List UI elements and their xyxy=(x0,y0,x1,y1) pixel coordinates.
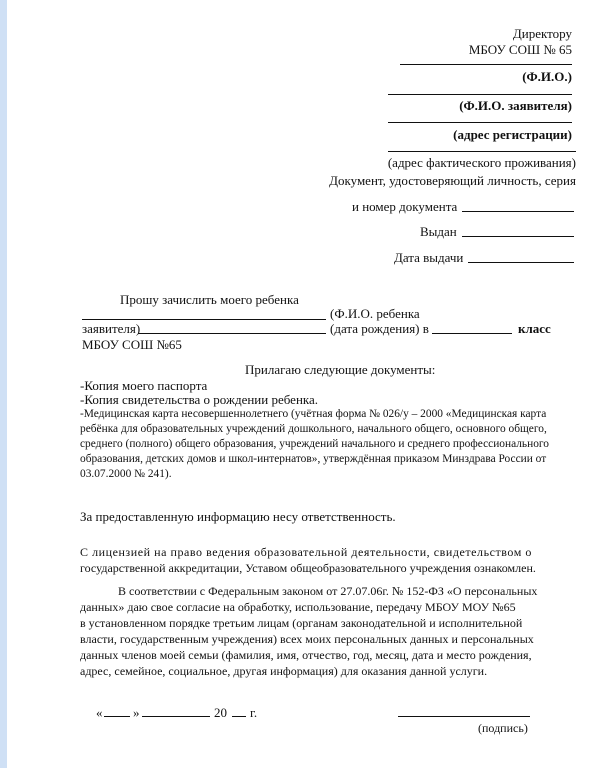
residence-line xyxy=(388,151,576,152)
issued-by-label: Выдан xyxy=(420,224,457,239)
date-quote-close: » xyxy=(133,705,140,720)
date-month-line xyxy=(142,716,210,717)
signature-caption: (подпись) xyxy=(478,721,528,735)
fio-line xyxy=(400,64,572,65)
issue-date-label: Дата выдачи xyxy=(394,250,464,265)
residence-caption: (адрес фактического проживания) xyxy=(387,155,576,170)
date-year-line xyxy=(232,716,246,717)
applicant-word: заявителя) xyxy=(82,321,141,336)
applicant-line xyxy=(388,94,572,95)
date-year-suffix: г. xyxy=(250,705,258,720)
child-fio-caption: (Ф.И.О. ребенка xyxy=(330,306,420,321)
license-line-2: государственной аккредитации, Уставом общеобразовательного учреждения ознакомлен. xyxy=(80,561,536,575)
addressee-school: МБОУ СОШ № 65 xyxy=(468,42,572,57)
registration-caption: (адрес регистрации) xyxy=(453,127,572,142)
attachment-passport: -Копия моего паспорта xyxy=(80,378,208,393)
doc-number-label: и номер документа xyxy=(352,199,458,214)
birth-date-line xyxy=(138,333,326,334)
signature-line xyxy=(398,716,530,717)
medical-line: -Медицинская карта несовершеннолетнего (учётная форма № 026/у – 2000 «Медицинская карта xyxy=(80,408,547,420)
responsibility-statement: За предоставленную информацию несу ответственность. xyxy=(80,509,396,524)
scan-edge xyxy=(0,0,7,768)
request-heading: Прошу зачислить моего ребенка xyxy=(120,292,299,307)
medical-line: среднего (полного) общего образования, учреждений начального и среднего профессионального xyxy=(80,438,549,450)
medical-line: ребёнка для образовательных учреждений дошкольного, начального общего, основного общего, xyxy=(80,423,547,435)
date-day-line xyxy=(104,716,130,717)
medical-line: 03.07.2000 № 241). xyxy=(80,468,172,480)
issued-by-line xyxy=(462,236,574,237)
id-document-label: Документ, удостоверяющий личность, серия xyxy=(329,173,576,188)
attachment-birth-certificate: -Копия свидетельства о рождении ребенка. xyxy=(80,392,319,407)
date-year-prefix: 20 xyxy=(214,705,227,720)
attachments-heading: Прилагаю следующие документы: xyxy=(245,362,436,377)
consent-line: данных» даю свое согласие на обработку, использование, передачу МБОУ МОУ №65 xyxy=(80,600,516,614)
consent-line: в установленном порядке третьим лицам (органам законодательной и исполнительной xyxy=(80,616,523,630)
doc-number-line xyxy=(462,211,574,212)
consent-line: В соответствии с Федеральным законом от 27.07.06г. № 152-ФЗ «О персональных xyxy=(118,584,538,598)
consent-line: данных членов моей семьи (фамилия, имя, отчество, год, месяц, дата и место рождения, xyxy=(80,648,532,662)
child-fio-line xyxy=(82,319,326,320)
consent-line: адрес, семейное, социальное, другая информация) для оказания данной услуги. xyxy=(80,664,488,678)
fio-caption: (Ф.И.О.) xyxy=(522,69,572,84)
attachment-medical-card xyxy=(80,407,590,482)
license-line-1: С лицензией на право ведения образовательной деятельности, свидетельством о xyxy=(80,545,532,559)
registration-line xyxy=(388,122,572,123)
birth-date-caption: (дата рождения) в xyxy=(330,321,429,336)
consent-line: власти, государственным учреждения) всех моих персональных данных и персональных xyxy=(80,632,534,646)
medical-line: образования, детских домов и школ-интернатов», утверждённая приказом Минздрава России от xyxy=(80,453,547,465)
addressee-director: Директору xyxy=(512,26,572,41)
date-quote-open: « xyxy=(96,705,103,720)
applicant-caption: (Ф.И.О. заявителя) xyxy=(459,98,572,113)
issue-date-line xyxy=(468,262,574,263)
class-line xyxy=(432,333,512,334)
school-name: МБОУ СОШ №65 xyxy=(82,337,182,352)
class-word: класс xyxy=(518,321,551,336)
